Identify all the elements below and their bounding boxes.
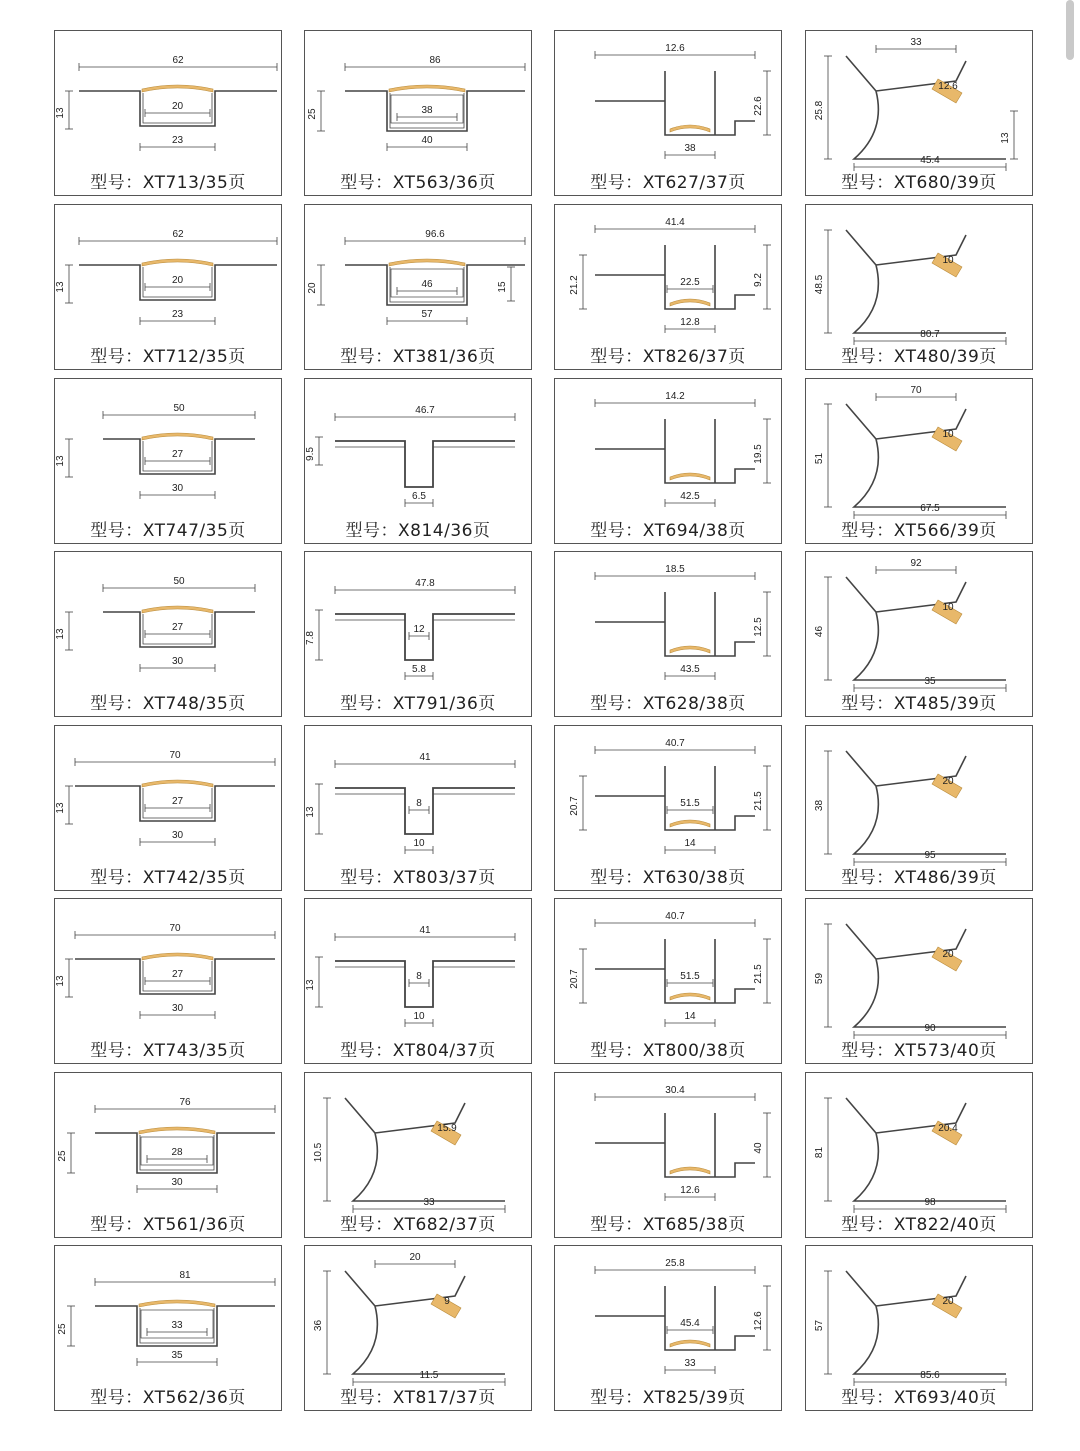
profile-card[interactable] [54,378,282,544]
led-diffuser [142,780,213,787]
profile-card[interactable] [805,30,1033,196]
dimension-label: 27 [171,449,184,460]
profile-card[interactable] [54,1245,282,1411]
dimension-label: 21.2 [569,275,580,295]
profile-outline [95,1306,275,1346]
dimension-label: 30 [171,830,184,841]
profile-card[interactable] [805,378,1033,544]
profile-card[interactable] [554,1245,782,1411]
profile-outline [335,961,515,1007]
profile-drawing [55,205,283,345]
dimension-label: 35 [924,676,936,687]
profile-outline [846,1271,1006,1374]
profile-card[interactable] [805,1072,1033,1238]
dimension-label: 20 [307,282,318,294]
model-caption: 型号：XT486/39页 [841,868,997,888]
dimension-label: 22.6 [753,96,764,116]
model-caption: 型号：XT693/40页 [841,1388,997,1408]
profile-drawing [555,552,783,692]
profile-card[interactable] [304,898,532,1064]
dimension-label: 92 [910,558,922,569]
dimension-label: 13 [55,628,66,640]
model-caption: 型号：XT685/38页 [590,1215,746,1235]
dimension-label: 25 [57,1150,68,1162]
model-caption: 型号：XT713/35页 [90,173,246,193]
profile-drawing [555,1246,783,1386]
model-caption: 型号：XT822/40页 [841,1215,997,1235]
dimension-label: 62 [172,229,184,240]
profile-card[interactable] [304,30,532,196]
profile-drawing [55,379,283,519]
profile-drawing [555,726,783,866]
profile-drawing [806,379,1034,519]
model-caption: 型号：XT825/39页 [590,1388,746,1408]
dimension-label: 70 [910,385,922,396]
model-caption: 型号：XT381/36页 [340,347,496,367]
profile-outline [335,614,515,660]
dimension-label: 13 [55,455,66,467]
profile-outline [846,577,1006,680]
profile-outline [95,1133,275,1173]
dimension-label: 12.6 [938,81,958,92]
profile-card[interactable] [554,30,782,196]
profile-card[interactable] [304,551,532,717]
dimension-label: 25 [57,1323,68,1335]
dimension-label: 14 [684,838,696,849]
dimension-label: 19.5 [753,444,764,464]
dimension-label: 59 [814,972,825,985]
dimension-label: 45.4 [680,1318,700,1329]
profile-drawing [305,1073,533,1213]
model-caption: 型号：XT628/38页 [590,694,746,714]
led-diffuser [670,1167,710,1174]
led-diffuser [139,1300,215,1307]
profile-card[interactable] [554,1072,782,1238]
profile-outline [595,592,755,656]
dimension-label: 13 [305,979,316,991]
model-caption: 型号：XT748/35页 [90,694,246,714]
dimension-label: 5.8 [412,664,426,675]
profile-outline [595,1286,755,1350]
dimension-label: 95 [924,850,936,861]
dimension-label: 81 [179,1270,191,1281]
dimension-label: 85.6 [920,1370,940,1381]
dimension-label: 51.5 [680,971,700,982]
profile-card[interactable] [304,725,532,891]
profile-outline [595,419,755,483]
profile-drawing [305,726,533,866]
led-diffuser [142,433,213,440]
led-diffuser [142,606,213,613]
dimension-label: 25 [307,108,318,120]
profile-drawing [305,899,533,1039]
dimension-label: 57 [421,309,433,320]
led-diffuser [670,125,710,132]
led-diffuser [670,646,710,653]
profile-card[interactable] [304,1072,532,1238]
dimension-label: 10 [413,1011,425,1022]
dimension-label: 25.8 [814,100,825,121]
led-diffuser [670,473,710,480]
led-diffuser [670,1340,710,1347]
profile-card[interactable] [554,898,782,1064]
dimension-label: 25.8 [665,1258,685,1269]
profile-card[interactable] [554,551,782,717]
profile-drawing [55,1073,283,1213]
dimension-label: 45.4 [920,155,940,166]
dimension-label: 20.7 [569,969,580,989]
dimension-label: 30.4 [665,1085,685,1096]
dimension-label: 98 [924,1197,936,1208]
dimension-label: 6.5 [412,491,426,502]
profile-drawing [305,379,533,519]
model-caption: 型号：XT694/38页 [590,521,746,541]
dimension-label: 13 [305,806,316,818]
model-caption: 型号：XT743/35页 [90,1041,246,1061]
profile-card[interactable] [54,551,282,717]
dimension-label: 76 [179,1097,191,1108]
dimension-label: 13 [55,107,66,119]
profile-card[interactable] [54,1072,282,1238]
dimension-label: 40 [421,135,433,146]
profile-drawing [305,1246,533,1386]
model-caption: 型号：XT627/37页 [590,173,746,193]
profile-drawing [555,1073,783,1213]
dimension-label: 42.5 [680,491,700,502]
model-caption: 型号：XT742/35页 [90,868,246,888]
dimension-label: 62 [172,55,184,66]
dimension-label: 41 [419,752,431,763]
led-diffuser [670,299,710,306]
model-caption: 型号：XT561/36页 [90,1215,246,1235]
dimension-label: 33 [910,37,922,48]
profile-outline [846,404,1006,507]
dimension-label: 12.6 [753,1311,764,1331]
profile-drawing [55,552,283,692]
led-diffuser [142,953,213,960]
model-caption: 型号：XT817/37页 [340,1388,496,1408]
dimension-label: 51 [814,452,825,465]
dimension-label: 8 [416,971,422,982]
model-caption: 型号：XT562/36页 [90,1388,246,1408]
dimension-label: 20 [942,949,954,960]
profile-drawing [555,379,783,519]
dimension-label: 10.5 [313,1142,324,1163]
profile-outline [846,230,1006,333]
dimension-label: 20.4 [938,1123,958,1134]
profile-card[interactable] [805,898,1033,1064]
dimension-label: 40.7 [665,738,685,749]
dimension-label: 21.5 [753,791,764,811]
dimension-label: 57 [814,1319,825,1332]
dimension-label: 10 [942,429,954,440]
dimension-label: 12 [413,624,425,635]
dimension-label: 47.8 [415,578,435,589]
dimension-label: 15 [497,281,508,293]
dimension-label: 27 [171,796,184,807]
profile-card[interactable] [304,378,532,544]
dimension-label: 23 [171,309,184,320]
dimension-label: 30 [171,1177,183,1188]
profile-card[interactable] [554,725,782,891]
profile-drawing [806,726,1034,866]
profile-outline [345,91,525,131]
profile-outline [595,766,755,830]
dimension-label: 13 [55,802,66,814]
dimension-label: 48.5 [814,274,825,295]
dimension-label: 35 [171,1350,183,1361]
profile-drawing [806,552,1034,692]
profile-card[interactable] [304,1245,532,1411]
dimension-label: 33 [423,1197,435,1208]
dimension-label: 10 [413,838,425,849]
dimension-label: 18.5 [665,564,685,575]
profile-card[interactable] [304,204,532,370]
profile-drawing [806,899,1034,1039]
dimension-label: 12.6 [680,1185,700,1196]
profile-drawing [55,1246,283,1386]
model-caption: 型号：XT682/37页 [340,1215,496,1235]
profile-card[interactable] [554,378,782,544]
model-caption: 型号：XT747/35页 [90,521,246,541]
led-diffuser [389,85,465,92]
dimension-label: 46.7 [415,405,435,416]
dimension-label: 80.7 [920,329,940,340]
dimension-label: 46 [421,279,433,290]
profile-outline [345,1098,505,1201]
dimension-label: 96.6 [425,229,445,240]
dimension-label: 46 [814,625,825,638]
dimension-label: 30 [171,656,184,667]
dimension-label: 11.5 [419,1370,439,1381]
profile-drawing [555,899,783,1039]
profile-drawing [55,31,283,171]
dimension-label: 12.5 [753,617,764,637]
dimension-label: 30 [171,483,184,494]
profile-outline [335,441,515,487]
model-caption: 型号：XT630/38页 [590,868,746,888]
dimension-label: 15.9 [437,1123,457,1134]
dimension-label: 27 [171,622,184,633]
profile-outline [595,939,755,1003]
dimension-label: 33 [171,1320,183,1331]
led-diffuser [670,820,710,827]
dimension-label: 9 [444,1296,450,1307]
model-caption: 型号：XT803/37页 [340,868,496,888]
dimension-label: 12.8 [680,317,700,328]
dimension-label: 20 [171,101,184,112]
profile-card[interactable] [54,898,282,1064]
profile-outline [595,245,755,309]
profile-card[interactable] [805,1245,1033,1411]
profile-drawing [806,31,1034,171]
dimension-label: 12.6 [665,43,685,54]
profile-drawing [555,205,783,345]
profile-card[interactable] [805,204,1033,370]
dimension-label: 41 [419,925,431,936]
model-caption: 型号：XT800/38页 [590,1041,746,1061]
dimension-label: 8 [416,798,422,809]
profile-drawing [555,31,783,171]
dimension-label: 28 [171,1147,183,1158]
model-caption: 型号：XT680/39页 [841,173,997,193]
model-caption: 型号：XT826/37页 [590,347,746,367]
profile-outline [846,924,1006,1027]
profile-card[interactable] [805,725,1033,891]
profile-card[interactable] [805,551,1033,717]
led-diffuser [389,259,465,266]
dimension-label: 7.8 [305,631,316,645]
profile-card[interactable] [54,204,282,370]
profile-outline [595,71,755,135]
model-caption: 型号：X814/36页 [345,521,491,541]
profile-drawing [305,205,533,345]
model-caption: 型号：XT485/39页 [841,694,997,714]
dimension-label: 51.5 [680,798,700,809]
dimension-label: 20 [409,1252,421,1263]
profile-outline [846,751,1006,854]
profile-outline [846,56,1006,159]
dimension-label: 50 [173,403,185,414]
dimension-label: 20 [942,1296,954,1307]
profile-drawing [305,31,533,171]
dimension-label: 20 [942,776,954,787]
dimension-label: 21.5 [753,964,764,984]
led-diffuser [142,259,213,266]
dimension-label: 9.5 [305,447,316,461]
dimension-label: 67.5 [920,503,940,514]
dimension-label: 38 [421,105,433,116]
led-diffuser [670,993,710,1000]
profile-outline [846,1098,1006,1201]
profile-card[interactable] [554,204,782,370]
model-caption: 型号：XT573/40页 [841,1041,997,1061]
model-caption: 型号：XT480/39页 [841,347,997,367]
profile-drawing [305,552,533,692]
model-caption: 型号：XT563/36页 [340,173,496,193]
dimension-label: 23 [171,135,184,146]
dimension-label: 43.5 [680,664,700,675]
dimension-label: 13 [1000,132,1011,144]
scrollbar[interactable] [1066,0,1074,60]
profile-drawing [806,205,1034,345]
dimension-label: 14.2 [665,391,685,402]
led-diffuser [142,85,213,92]
dimension-label: 14 [684,1011,696,1022]
dimension-label: 81 [814,1146,825,1159]
dimension-label: 40.7 [665,911,685,922]
dimension-label: 20.7 [569,796,580,816]
dimension-label: 36 [313,1319,324,1332]
profile-outline [595,1113,755,1177]
model-caption: 型号：XT566/39页 [841,521,997,541]
led-diffuser [139,1127,215,1134]
dimension-label: 86 [429,55,441,66]
profile-drawing [806,1073,1034,1213]
dimension-label: 13 [55,975,66,987]
model-caption: 型号：XT712/35页 [90,347,246,367]
profile-outline [335,788,515,834]
profile-outline [345,1271,505,1374]
profile-card[interactable] [54,725,282,891]
profile-drawing [806,1246,1034,1386]
dimension-label: 70 [169,923,181,934]
dimension-label: 9.2 [753,273,764,287]
dimension-label: 22.5 [680,277,700,288]
dimension-label: 70 [169,750,181,761]
dimension-label: 30 [171,1003,184,1014]
dimension-label: 90 [924,1023,936,1034]
dimension-label: 50 [173,576,185,587]
model-caption: 型号：XT804/37页 [340,1041,496,1061]
dimension-label: 33 [684,1358,696,1369]
profile-drawing [55,899,283,1039]
dimension-label: 13 [55,281,66,293]
dimension-label: 10 [942,602,954,613]
dimension-label: 38 [684,143,696,154]
dimension-label: 27 [171,969,184,980]
dimension-label: 41.4 [665,217,685,228]
dimension-label: 10 [942,255,954,266]
dimension-label: 40 [753,1142,764,1154]
model-caption: 型号：XT791/36页 [340,694,496,714]
profile-card[interactable] [54,30,282,196]
dimension-label: 38 [814,799,825,812]
profile-drawing [55,726,283,866]
dimension-label: 20 [171,275,184,286]
